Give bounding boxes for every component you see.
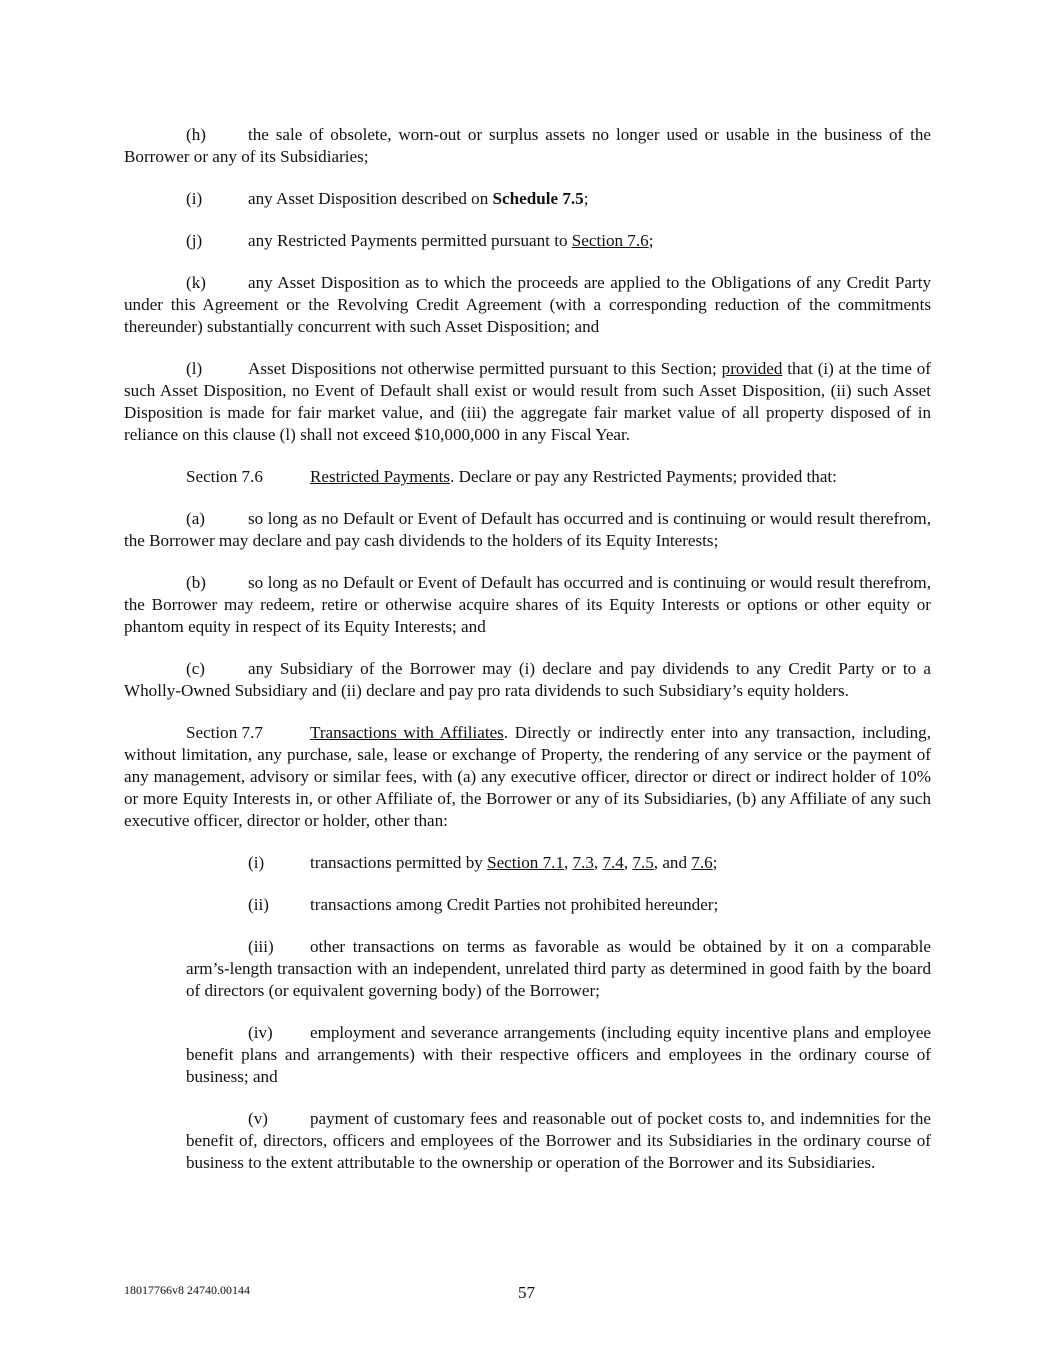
separator: ,	[564, 853, 573, 872]
clause-text: any Asset Disposition described on	[248, 189, 493, 208]
clause-text: other transactions on terms as favorable as would be obtained by it on a comparable arm’s-length transaction with an independent, unrelated third party as determined in good faith by the board of directors (or equivalent governing body) of the Borrower;	[186, 937, 931, 1000]
paragraph-i	[124, 188, 931, 210]
paragraph-j	[124, 230, 931, 252]
paragraph-roman-i	[248, 852, 931, 874]
section-reference-link[interactable]: 7.4	[602, 853, 624, 872]
clause-label: (a)	[186, 509, 205, 528]
paragraph-a	[124, 508, 931, 552]
clause-text: employment and severance arrangements (including equity incentive plans and employee benefit plans and arrangements) with their respective officers and employees in the ordinary course of business; and	[186, 1023, 931, 1086]
document-page	[124, 124, 931, 1194]
clause-label: (iii)	[248, 937, 274, 956]
separator: ,	[623, 853, 633, 872]
clause-label: (h)	[186, 125, 206, 144]
clause-text: any Asset Disposition as to which the proceeds are applied to the Obligations of any Credit Party under this Agreement or the Revolving Credit Agreement (with a corresponding reduction of the commitments thereunder) substantially concurrent with such Asset Disposition; and	[124, 273, 931, 336]
clause-label: (v)	[248, 1109, 268, 1128]
section-7-6-heading	[124, 466, 931, 488]
paragraph-h	[124, 124, 931, 168]
section-7-7-heading	[124, 722, 931, 832]
paragraph-roman-iii	[186, 936, 931, 1002]
separator: ,	[593, 853, 603, 872]
clause-label: (k)	[186, 273, 206, 292]
clause-text: Asset Dispositions not otherwise permitted pursuant to this Section;	[248, 359, 722, 378]
section-reference-link[interactable]: 7.5	[632, 853, 654, 872]
clause-text: any Restricted Payments permitted pursuant to	[248, 231, 572, 250]
clause-text: any Subsidiary of the Borrower may (i) declare and pay dividends to any Credit Party or to a Wholly-Owned Subsidiary and (ii) declare and pay pro rata dividends to such Subsidiary’s equity holders.	[124, 659, 931, 700]
clause-label: (iv)	[248, 1023, 273, 1042]
section-reference-link[interactable]: Section 7.6	[571, 231, 649, 250]
section-label: Section 7.7	[186, 723, 263, 742]
section-title: Restricted Payments	[310, 467, 451, 486]
clause-text: so long as no Default or Event of Default has occurred and is continuing or would result therefrom, the Borrower may declare and pay cash dividends to the holders of its Equity Interests;	[124, 509, 931, 550]
paragraph-c	[124, 658, 931, 702]
clause-label: (b)	[186, 573, 206, 592]
clause-text-end: that (i) at the time of such Asset Disposition, no Event of Default shall exist or would result from such Asset Disposition, (ii) such Asset Disposition is made for fair market value, and (iii) the aggregate fair market value of all property disposed of in reliance on this clause (l) shall not exceed $10,000,000 in any Fiscal Year.	[124, 359, 931, 444]
clause-label: (c)	[186, 659, 205, 678]
document-id: 18017766v8 24740.00144	[124, 1283, 250, 1297]
clause-text-end: ;	[583, 189, 589, 208]
clause-text-end: ;	[712, 853, 718, 872]
paragraph-roman-v	[186, 1108, 931, 1174]
section-reference-link[interactable]: 7.3	[572, 853, 594, 872]
clause-text: so long as no Default or Event of Default has occurred and is continuing or would result therefrom, the Borrower may redeem, retire or otherwise acquire shares of its Equity Interests or options or other equity or phantom equity in respect of its Equity Interests; and	[124, 573, 931, 636]
section-text: . Directly or indirectly enter into any transaction, including, without limitation, any purchase, sale, lease or exchange of Property, the rendering of any service or the payment of any management, advisory or similar fees, with (a) any executive officer, director or direct or indirect holder of 10% or more Equity Interests in, or other Affiliate of, the Borrower or any of its Subsidiaries, (b) any Affiliate of any such executive officer, director or holder, other than:	[124, 723, 931, 830]
clause-text: payment of customary fees and reasonable out of pocket costs to, and indemnities for the benefit of, directors, officers and employees of the Borrower and its Subsidiaries in the ordinary course of business to the extent attributable to the ownership or operation of the Borrower and its Subsidiaries.	[186, 1109, 931, 1172]
paragraph-k	[124, 272, 931, 338]
clause-label: (j)	[186, 231, 203, 250]
schedule-reference: Schedule 7.5	[492, 189, 584, 208]
paragraph-b	[124, 572, 931, 638]
separator: , and	[653, 853, 692, 872]
section-text: . Declare or pay any Restricted Payments; provided that:	[450, 467, 837, 486]
section-title: Transactions with Affiliates	[310, 723, 504, 742]
provided-term: provided	[721, 359, 783, 378]
section-label: Section 7.6	[186, 467, 263, 486]
paragraph-roman-ii	[248, 894, 931, 916]
clause-text-end: ;	[648, 231, 654, 250]
clause-text: transactions permitted by	[310, 853, 488, 872]
clause-text: the sale of obsolete, worn-out or surplus assets no longer used or usable in the business of the Borrower or any of its Subsidiaries;	[124, 125, 931, 166]
section-reference-link[interactable]: 7.6	[691, 853, 713, 872]
section-reference-link[interactable]: Section 7.1	[487, 853, 564, 872]
clause-label: (i)	[186, 189, 203, 208]
paragraph-l	[124, 358, 931, 446]
paragraph-roman-iv	[186, 1022, 931, 1088]
clause-text: transactions among Credit Parties not prohibited hereunder;	[310, 895, 719, 914]
clause-label: (l)	[186, 359, 203, 378]
page-number: 57	[518, 1283, 535, 1302]
clause-label: (ii)	[248, 895, 269, 914]
clause-label: (i)	[248, 853, 265, 872]
